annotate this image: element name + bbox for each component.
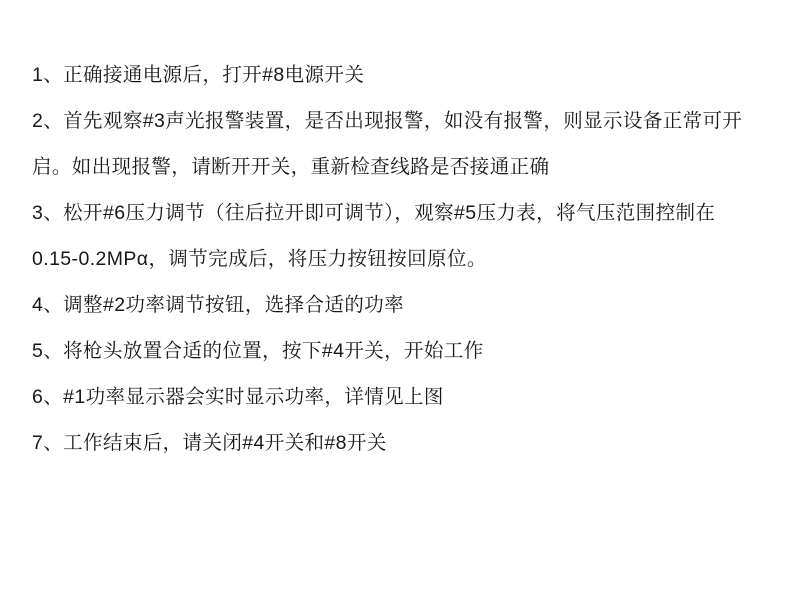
instruction-line: 7、工作结束后，请关闭#4开关和#8开关 (32, 432, 387, 454)
instruction-line: 1、正确接通电源后，打开#8电源开关 (32, 64, 365, 86)
instruction-line: 0.15-0.2MPα，调节完成后，将压力按钮按回原位。 (32, 248, 487, 270)
instruction-line: 启。如出现报警，请断开开关，重新检查线路是否接通正确 (32, 156, 550, 178)
instruction-line: 3、松开#6压力调节（往后拉开即可调节），观察#5压力表，将气压范围控制在 (32, 202, 716, 224)
instruction-line: 6、#1功率显示器会实时显示功率，详情见上图 (32, 386, 444, 408)
instruction-line: 4、调整#2功率调节按钮，选择合适的功率 (32, 294, 405, 316)
instruction-list (32, 52, 770, 466)
instruction-line: 2、首先观察#3声光报警装置，是否出现报警，如没有报警，则显示设备正常可开 (32, 110, 743, 132)
instruction-line: 5、将枪头放置合适的位置，按下#4开关，开始工作 (32, 340, 484, 362)
